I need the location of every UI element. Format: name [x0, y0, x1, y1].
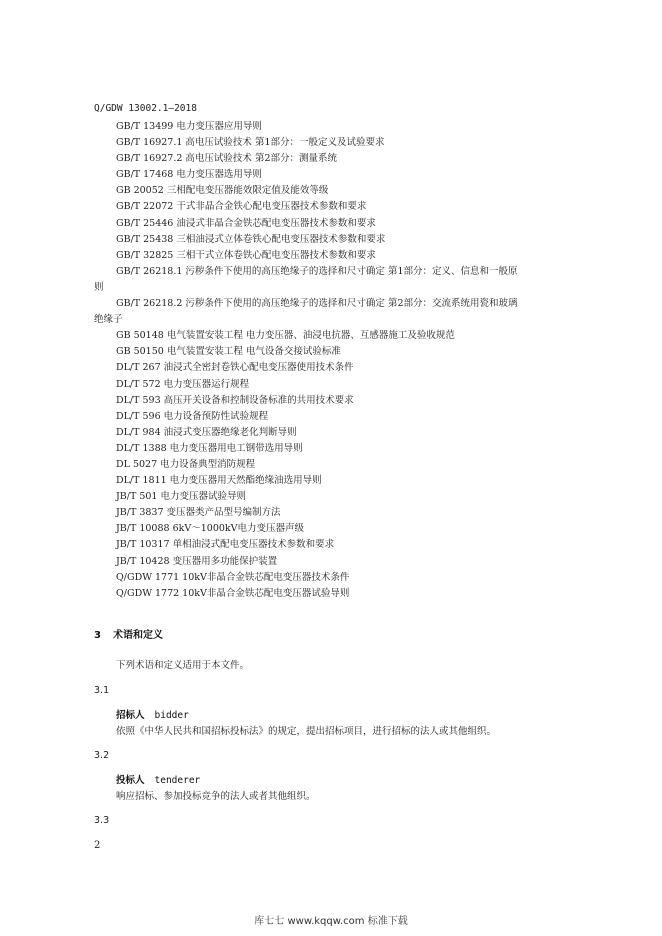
- reference-item: JB/T 501 电力变压器试验导则: [116, 491, 246, 503]
- term-definition: 响应招标、参加投标竞争的法人或者其他组织。: [116, 791, 316, 802]
- reference-item: Q/GDW 1772 10kV非晶合金铁芯配电变压器试验导则: [116, 587, 350, 599]
- page-number: 2: [94, 840, 101, 851]
- reference-item: DL/T 1811 电力变压器用天然酯绝缘油选用导则: [116, 475, 322, 487]
- reference-item: JB/T 3837 变压器类产品型号编制方法: [116, 507, 281, 519]
- term-english: bidder: [154, 710, 189, 721]
- normative-references-list: [94, 119, 570, 602]
- term-chinese: 投标人: [116, 775, 145, 786]
- section-heading: [94, 626, 163, 641]
- download-footer: 库七七 www.kqqw.com 标准下载: [254, 916, 408, 927]
- clause-number: 3.3: [94, 815, 110, 826]
- reference-item: GB 50148 电气装置安装工程 电力变压器、油浸电抗器、互感器施工及验收规范: [116, 330, 455, 342]
- reference-item: JB/T 10088 6kV～1000kV电力变压器声级: [116, 523, 305, 535]
- reference-item: GB/T 16927.1 高电压试验技术 第1部分：一般定义及试验要求: [116, 137, 385, 149]
- clause-number: 3.1: [94, 685, 110, 696]
- reference-item: GB/T 16927.2 高电压试验技术 第2部分：测量系统: [116, 153, 337, 165]
- reference-item: JB/T 10317 单相油浸式配电变压器技术参数和要求: [116, 539, 335, 551]
- reference-item: GB/T 25446 油浸式非晶合金铁芯配电变压器技术参数和要求: [116, 217, 376, 229]
- reference-item: JB/T 10428 变压器用多功能保护装置: [116, 555, 278, 567]
- reference-item: GB/T 32825 三相干式立体卷铁心配电变压器技术参数和要求: [116, 249, 376, 261]
- document-id: Q/GDW 13002.1—2018: [94, 103, 197, 114]
- term-entry: [116, 707, 189, 721]
- reference-item: DL/T 596 电力设备预防性试验规程: [116, 410, 269, 422]
- reference-item: DL/T 984 油浸式变压器绝缘老化判断导则: [116, 426, 297, 438]
- section-number: 3: [94, 630, 101, 641]
- reference-item: GB 20052 三相配电变压器能效限定值及能效等级: [116, 185, 329, 197]
- reference-item-continuation: 则: [94, 281, 104, 293]
- reference-item: Q/GDW 1771 10kV非晶合金铁芯配电变压器技术条件: [116, 571, 350, 583]
- reference-item: DL/T 593 高压开关设备和控制设备标准的共用技术要求: [116, 394, 354, 406]
- term-entry: [116, 772, 200, 786]
- reference-item: GB/T 22072 干式非晶合金铁心配电变压器技术参数和要求: [116, 201, 367, 213]
- reference-item: GB/T 13499 电力变压器应用导则: [116, 121, 262, 132]
- reference-item: GB/T 26218.1 污秽条件下使用的高压绝缘子的选择和尺寸确定 第1部分：定义、信息和一般原: [116, 265, 518, 277]
- reference-item: GB/T 26218.2 污秽条件下使用的高压绝缘子的选择和尺寸确定 第2部分：交流系统用瓷和玻璃: [116, 298, 518, 310]
- reference-item: GB/T 17468 电力变压器选用导则: [116, 169, 262, 181]
- reference-item-continuation: 绝缘子: [94, 314, 123, 326]
- clause-number: 3.2: [94, 750, 110, 761]
- reference-item: DL/T 1388 电力变压器用电工钢带选用导则: [116, 442, 303, 454]
- section-title: 术语和定义: [112, 630, 163, 641]
- reference-item: DL/T 572 电力变压器运行规程: [116, 378, 250, 390]
- term-english: tenderer: [154, 775, 201, 786]
- reference-item: DL 5027 电力设备典型消防规程: [116, 458, 256, 470]
- reference-item: GB/T 25438 三相油浸式立体卷铁心配电变压器技术参数和要求: [116, 233, 386, 245]
- reference-item: GB 50150 电气装置安装工程 电气设备交接试验标准: [116, 346, 341, 358]
- reference-item: DL/T 267 油浸式全密封卷铁心配电变压器使用技术条件: [116, 362, 354, 374]
- term-chinese: 招标人: [116, 710, 145, 721]
- term-definition: 依照《中华人民共和国招标投标法》的规定，提出招标项目，进行招标的法人或其他组织。: [116, 726, 497, 737]
- section-intro: 下列术语和定义适用于本文件。: [116, 660, 250, 671]
